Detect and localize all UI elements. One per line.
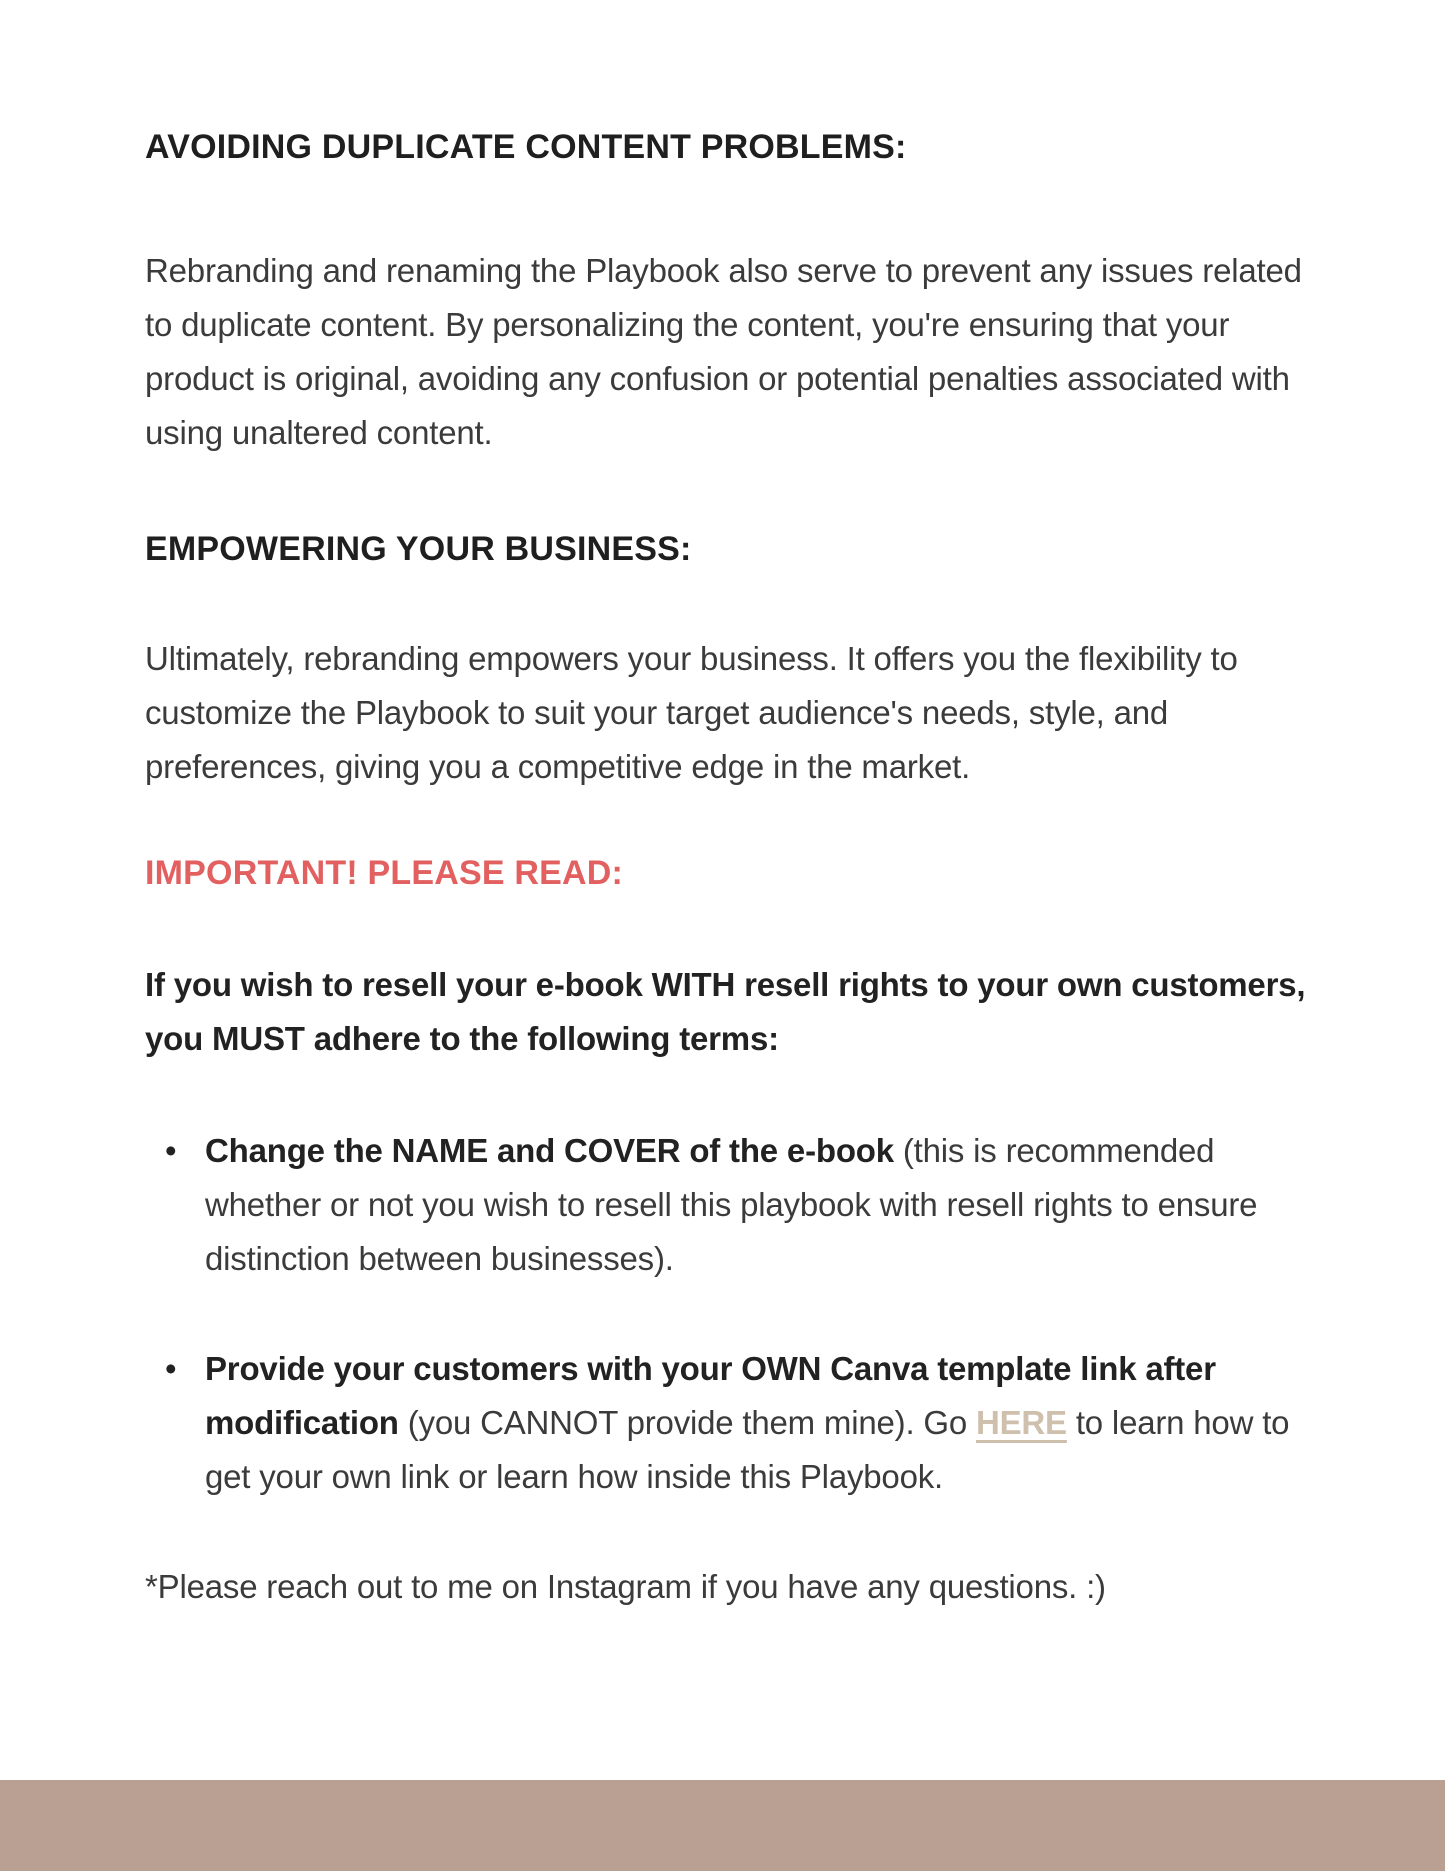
footer-color-bar	[0, 1780, 1445, 1871]
section-heading-important-please-read: IMPORTANT! PLEASE READ:	[145, 854, 624, 892]
term-regular-text: to learn how to get your own link or learn how inside this Playbook.	[205, 1404, 1290, 1495]
term-regular-text: (you CANNOT provide them mine). Go	[398, 1404, 976, 1441]
instagram-footnote: *Please reach out to me on Instagram if you have any questions. :)	[145, 1568, 1106, 1605]
term-bold-text: Provide your customers with your OWN Canva template link after modification	[205, 1350, 1216, 1441]
resell-terms-list	[145, 1124, 1310, 1504]
bullet-icon: •	[165, 1132, 177, 1169]
page-content	[145, 0, 1310, 1614]
term-bold-text: Change the NAME and COVER of the e-book	[205, 1132, 894, 1169]
bullet-icon: •	[165, 1350, 177, 1387]
here-link[interactable]: HERE	[975, 1404, 1067, 1441]
section-heading-empowering-your-business: EMPOWERING YOUR BUSINESS:	[145, 530, 692, 568]
list-item-change-name-cover	[145, 1124, 1310, 1286]
paragraph-empowering-business: Ultimately, rebranding empowers your business. It offers you the flexibility to customize the Playbook to suit your target audience's needs, style, and preferences, giving you a competitive edge in the market.	[145, 640, 1238, 785]
term-regular-text: (this is recommended whether or not you wish to resell this playbook with resell rights to ensure distinction between businesses).	[205, 1132, 1258, 1277]
list-item-own-canva-link	[145, 1342, 1310, 1504]
section-heading-avoiding-duplicate-content: AVOIDING DUPLICATE CONTENT PROBLEMS:	[145, 128, 907, 166]
resell-terms-intro: If you wish to resell your e-book WITH resell rights to your own customers, you MUST adhere to the following terms:	[145, 966, 1306, 1057]
paragraph-duplicate-content: Rebranding and renaming the Playbook also serve to prevent any issues related to duplicate content. By personalizing the content, you're ensuring that your product is original, avoiding any confusion or potential penalties associated with using unaltered content.	[145, 252, 1302, 451]
